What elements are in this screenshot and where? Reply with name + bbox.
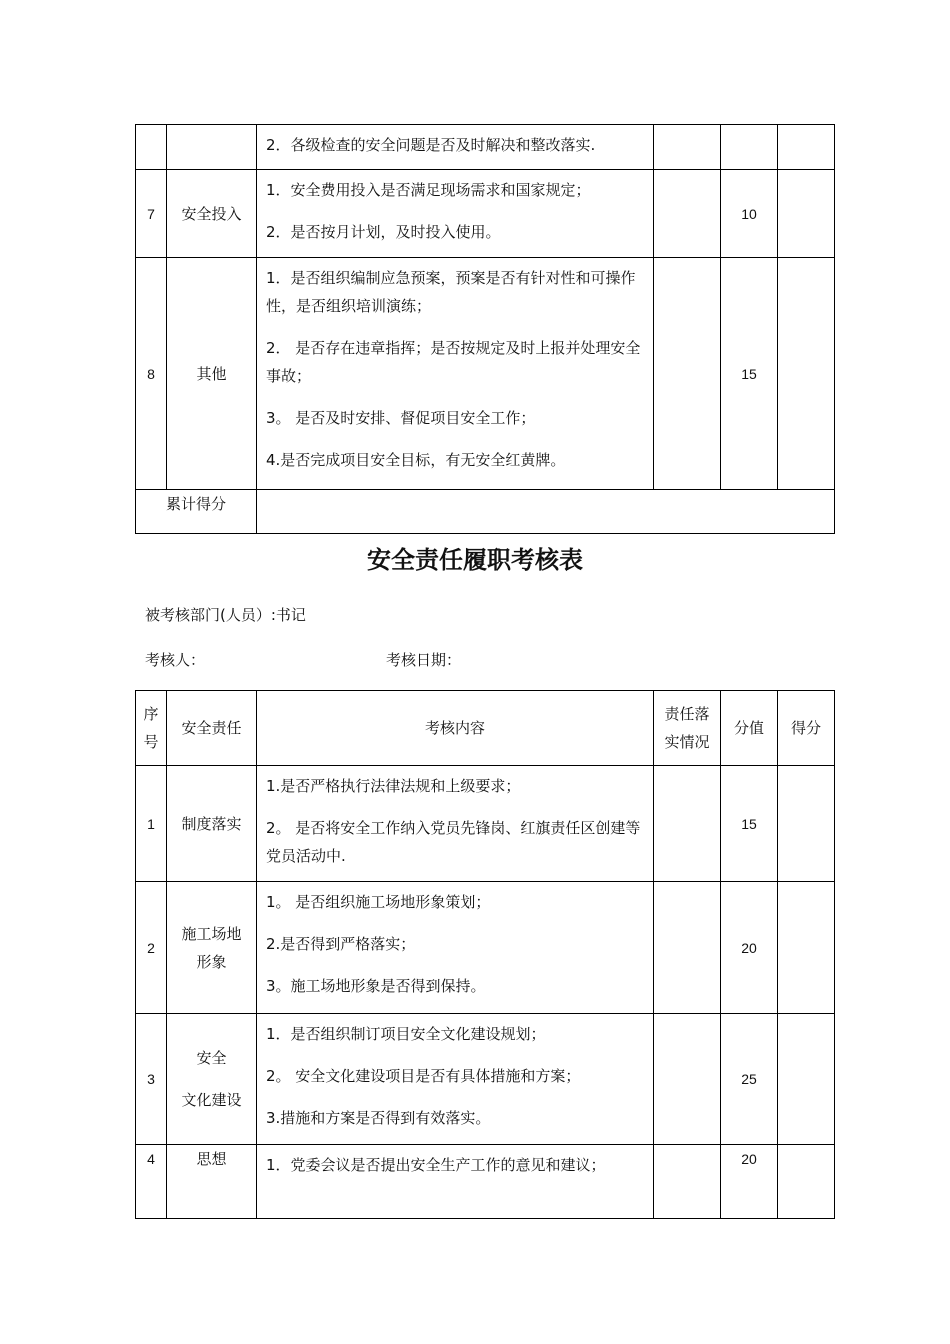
score-value-cell: 20 bbox=[721, 882, 778, 1014]
table-row bbox=[136, 1145, 835, 1219]
score-got-cell bbox=[778, 1145, 835, 1219]
assessor-label: 考核人： bbox=[145, 651, 206, 669]
content-item: 4.是否完成项目安全目标，有无安全红黄牌。 bbox=[266, 451, 566, 469]
content-item: 2。 是否将安全工作纳入党员先锋岗、红旗责任区创建等党员活动中. bbox=[266, 819, 641, 865]
content-cell bbox=[257, 258, 654, 490]
content-item: 2。 安全文化建设项目是否有具体措施和方案； bbox=[266, 1067, 581, 1085]
row-number-cell: 4 bbox=[136, 1145, 167, 1219]
assessment-table-continued bbox=[135, 124, 835, 534]
responsibility-cell: 安全投入 bbox=[167, 170, 257, 258]
content-item: 2.是否得到严格落实； bbox=[266, 935, 416, 953]
table-row bbox=[136, 882, 835, 1014]
score-value-cell: 15 bbox=[721, 766, 778, 882]
header-content: 考核内容 bbox=[257, 691, 654, 766]
content-item: 2．各级检查的安全问题是否及时解决和整改落实. bbox=[266, 136, 596, 154]
implementation-cell bbox=[654, 1145, 721, 1219]
content-item: 1。 是否组织施工场地形象策划； bbox=[266, 893, 491, 911]
content-item: 3。 是否及时安排、督促项目安全工作； bbox=[266, 409, 536, 427]
implementation-cell bbox=[654, 766, 721, 882]
implementation-cell bbox=[654, 125, 721, 170]
header-no: 序号 bbox=[136, 691, 167, 766]
implementation-cell bbox=[654, 1014, 721, 1145]
table-row bbox=[136, 1014, 835, 1145]
score-value-cell: 25 bbox=[721, 1014, 778, 1145]
score-value-cell bbox=[721, 125, 778, 170]
total-value-cell bbox=[257, 490, 835, 534]
score-value-cell: 15 bbox=[721, 258, 778, 490]
content-cell bbox=[257, 1145, 654, 1219]
header-responsibility: 安全责任 bbox=[167, 691, 257, 766]
score-got-cell bbox=[778, 170, 835, 258]
implementation-cell bbox=[654, 258, 721, 490]
score-got-cell bbox=[778, 258, 835, 490]
table-header-row bbox=[136, 691, 835, 766]
total-label: 累计得分 bbox=[136, 490, 257, 534]
header-score-got: 得分 bbox=[778, 691, 835, 766]
content-cell bbox=[257, 766, 654, 882]
row-number-cell: 1 bbox=[136, 766, 167, 882]
total-row bbox=[136, 490, 835, 534]
content-cell bbox=[257, 125, 654, 170]
responsibility-cell bbox=[167, 125, 257, 170]
responsibility-cell: 施工场地形象 bbox=[167, 882, 257, 1014]
responsibility-cell: 制度落实 bbox=[167, 766, 257, 882]
score-value-cell: 20 bbox=[721, 1145, 778, 1219]
header-score-value: 分值 bbox=[721, 691, 778, 766]
responsibility-cell: 思想 bbox=[167, 1145, 257, 1219]
content-item: 1．安全费用投入是否满足现场需求和国家规定； bbox=[266, 181, 591, 199]
responsibility-cell: 其他 bbox=[167, 258, 257, 490]
row-number-cell: 3 bbox=[136, 1014, 167, 1145]
content-cell bbox=[257, 1014, 654, 1145]
score-got-cell bbox=[778, 1014, 835, 1145]
row-number-cell bbox=[136, 125, 167, 170]
score-value-cell: 10 bbox=[721, 170, 778, 258]
score-got-cell bbox=[778, 125, 835, 170]
assessed-department: 被考核部门(人员）:书记 bbox=[145, 606, 306, 624]
header-implementation: 责任落实情况 bbox=[654, 691, 721, 766]
table-row bbox=[136, 258, 835, 490]
row-number-cell: 8 bbox=[136, 258, 167, 490]
implementation-cell bbox=[654, 170, 721, 258]
score-got-cell bbox=[778, 766, 835, 882]
content-cell bbox=[257, 882, 654, 1014]
content-item: 1．党委会议是否提出安全生产工作的意见和建议； bbox=[266, 1156, 606, 1174]
row-number-cell: 7 bbox=[136, 170, 167, 258]
content-item: 3。施工场地形象是否得到保持。 bbox=[266, 977, 486, 995]
table-row bbox=[136, 125, 835, 170]
content-item: 2． 是否存在违章指挥；是否按规定及时上报并处理安全事故； bbox=[266, 339, 641, 385]
row-number-cell: 2 bbox=[136, 882, 167, 1014]
document-title: 安全责任履职考核表 bbox=[367, 546, 583, 574]
responsibility-cell bbox=[167, 1014, 257, 1145]
table-row bbox=[136, 170, 835, 258]
content-item: 1．是否组织编制应急预案，预案是否有针对性和可操作性，是否组织培训演练； bbox=[266, 269, 636, 315]
content-item: 3.措施和方案是否得到有效落实。 bbox=[266, 1109, 491, 1127]
implementation-cell bbox=[654, 882, 721, 1014]
assessment-date-label: 考核日期： bbox=[386, 651, 462, 669]
content-cell bbox=[257, 170, 654, 258]
content-item: 2．是否按月计划，及时投入使用。 bbox=[266, 223, 501, 241]
responsibility-line: 安全 bbox=[196, 1049, 227, 1067]
assessment-table bbox=[135, 690, 835, 1219]
responsibility-line: 文化建设 bbox=[181, 1091, 242, 1109]
table-row bbox=[136, 766, 835, 882]
content-item: 1．是否组织制订项目安全文化建设规划； bbox=[266, 1025, 546, 1043]
score-got-cell bbox=[778, 882, 835, 1014]
content-item: 1.是否严格执行法律法规和上级要求； bbox=[266, 777, 521, 795]
